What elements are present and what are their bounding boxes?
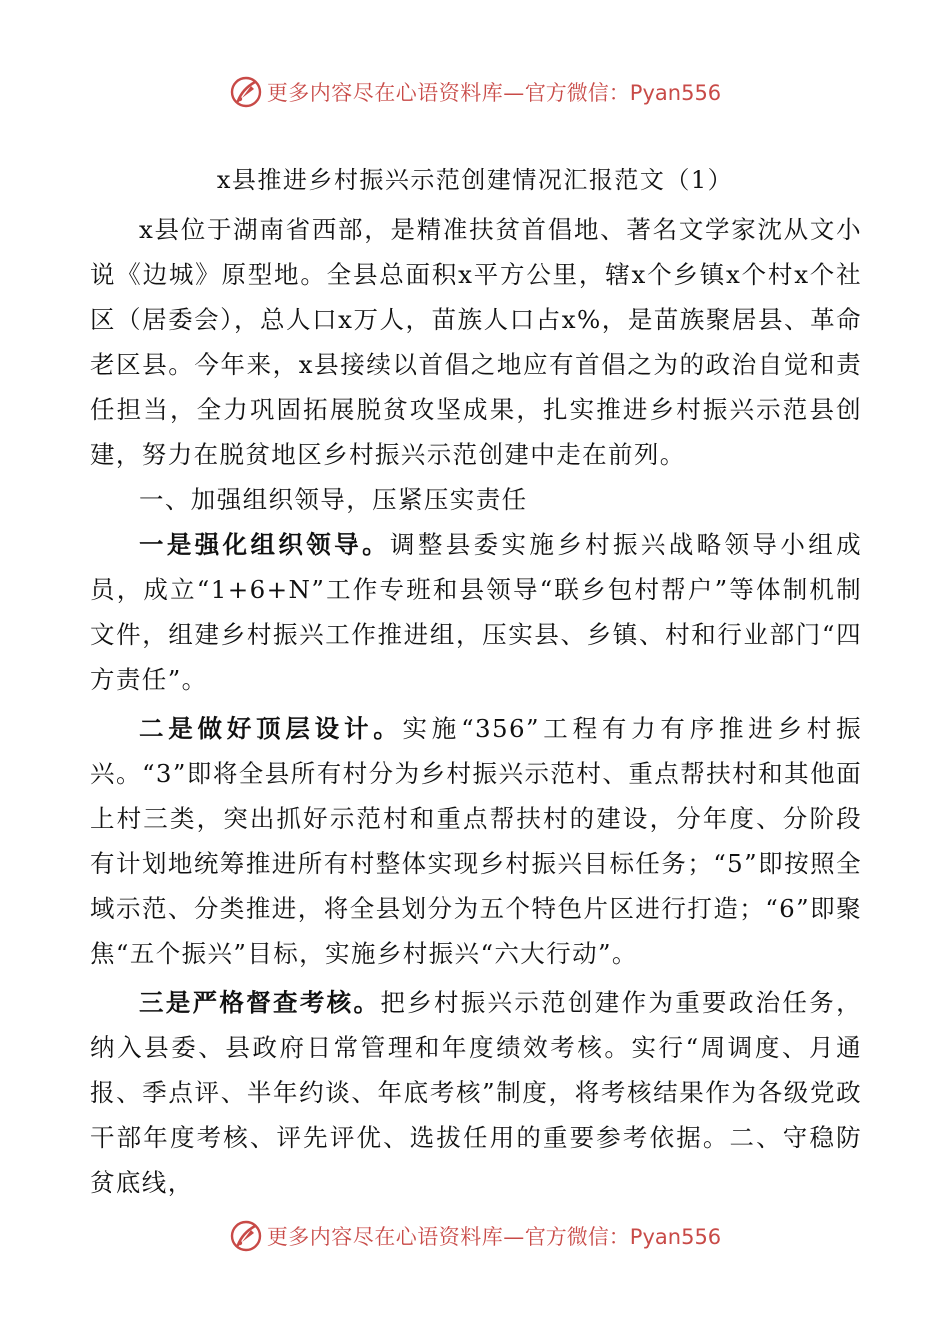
point-text-1: 调整县委实施乡村振兴战略领导小组成员，成立“1+6+N”工作专班和县领导“联乡包村帮户”等体制机制文件，组建乡村振兴工作推进组，压实县、乡镇、村和行业部门“四方责任”。: [90, 530, 862, 694]
point-lead-2: 二是做好顶层设计。: [139, 714, 403, 743]
point-text-3: 把乡村振兴示范创建作为重要政治任务，纳入县委、县政府日常管理和年度绩效考核。实行“周调度、月通报、季点评、半年约谈、年底考核”制度，将考核结果作为各级党政干部年度考核、评先评优、选拔任用的重要参考依据。二、守稳防贫底线，: [90, 988, 862, 1197]
point-text-2: 实施“356”工程有力有序推进乡村振兴。“3”即将全县所有村分为乡村振兴示范村、重点帮扶村和其他面上村三类，突出抓好示范村和重点帮扶村的建设，分年度、分阶段有计划地统筹推进所有村整体实现乡村振兴目标任务；“5”即按照全域示范、分类推进，将全县划分为五个特色片区进行打造；“6”即聚焦“五个振兴”目标，实施乡村振兴“六大行动”。: [90, 714, 862, 968]
pen-nib-circle-icon: [229, 75, 263, 109]
point-lead-3: 三是严格督查考核。: [139, 988, 381, 1017]
document-title: x县推进乡村振兴示范创建情况汇报范文（1）: [216, 166, 734, 194]
pen-nib-circle-icon: [229, 1219, 263, 1253]
watermark-wechat: 官方微信：Pyan556: [524, 1225, 722, 1249]
point-paragraph-3: [90, 980, 862, 1205]
point-lead-1: 一是强化组织领导。: [139, 530, 390, 559]
watermark-text: 更多内容尽在心语资料库—: [266, 81, 525, 105]
watermark-text: 更多内容尽在心语资料库—: [266, 1225, 525, 1249]
section-heading-1: 一、加强组织领导，压紧压实责任: [139, 485, 528, 514]
point-paragraph-2: [90, 706, 862, 976]
watermark-banner-bottom: [0, 1216, 950, 1256]
intro-paragraph: x县位于湖南省西部，是精准扶贫首倡地、著名文学家沈从文小说《边城》原型地。全县总面积x平方公里，辖x个乡镇x个村x个社区（居委会），总人口x万人，苗族人口占x%，是苗族聚居县、革命老区县。今年来，x县接续以首倡之地应有首倡之为的政治自觉和责任担当，全力巩固拓展脱贫攻坚成果，扎实推进乡村振兴示范县创建，努力在脱贫地区乡村振兴示范创建中走在前列。: [90, 215, 862, 469]
document-body: [90, 207, 862, 1205]
point-paragraph-1: [90, 522, 862, 702]
watermark-banner-top: [0, 72, 950, 112]
watermark-wechat: 官方微信：Pyan556: [524, 81, 722, 105]
